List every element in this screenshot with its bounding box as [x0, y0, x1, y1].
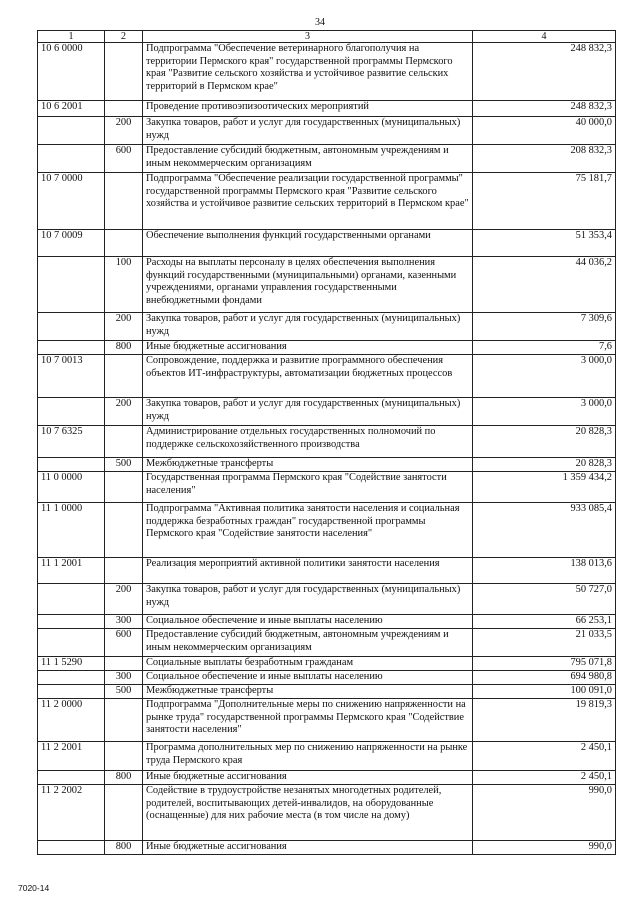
row-code	[38, 615, 105, 629]
row-name: Подпрограмма "Обеспечение реализации государственной программы" государственной программы Пермского края "Развитие сельского хозяйства и устойчивое развитие сельских территорий в Пермском крае"	[143, 173, 473, 230]
row-type: 800	[105, 341, 143, 355]
row-code: 11 2 2001	[38, 742, 105, 771]
row-name: Межбюджетные трансферты	[143, 685, 473, 699]
row-name: Иные бюджетные ассигнования	[143, 341, 473, 355]
row-amount: 44 036,2	[473, 257, 616, 313]
row-type: 500	[105, 685, 143, 699]
row-amount: 1 359 434,2	[473, 472, 616, 503]
row-type	[105, 230, 143, 257]
row-type	[105, 558, 143, 584]
row-code	[38, 145, 105, 173]
row-code: 11 1 0000	[38, 503, 105, 558]
row-code	[38, 584, 105, 615]
row-type	[105, 173, 143, 230]
row-name: Социальное обеспечение и иные выплаты населению	[143, 615, 473, 629]
table-row	[38, 458, 616, 472]
row-name: Администрирование отдельных государственных полномочий по поддержке сельскохозяйственного производства	[143, 426, 473, 458]
row-type: 300	[105, 615, 143, 629]
table-row	[38, 685, 616, 699]
row-type: 600	[105, 629, 143, 657]
table-row	[38, 584, 616, 615]
row-amount: 694 980,8	[473, 671, 616, 685]
row-name: Социальное обеспечение и иные выплаты населению	[143, 671, 473, 685]
column-header-type: 2	[105, 31, 143, 43]
row-amount: 75 181,7	[473, 173, 616, 230]
row-type: 800	[105, 771, 143, 785]
row-code	[38, 398, 105, 426]
row-type: 500	[105, 458, 143, 472]
row-type	[105, 426, 143, 458]
row-amount: 7 309,6	[473, 313, 616, 341]
row-code	[38, 313, 105, 341]
table-header-row	[38, 31, 616, 43]
row-name: Подпрограмма "Активная политика занятости населения и социальная поддержка безработных граждан" государственной программы Пермского края "Содействие занятости населения"	[143, 503, 473, 558]
row-type	[105, 699, 143, 742]
table-row	[38, 117, 616, 145]
column-header-code: 1	[38, 31, 105, 43]
row-type: 200	[105, 117, 143, 145]
row-amount: 208 832,3	[473, 145, 616, 173]
row-type: 200	[105, 398, 143, 426]
row-amount: 248 832,3	[473, 43, 616, 101]
row-amount: 138 013,6	[473, 558, 616, 584]
row-amount: 7,6	[473, 341, 616, 355]
row-type	[105, 101, 143, 117]
row-type	[105, 657, 143, 671]
row-type: 100	[105, 257, 143, 313]
row-name: Закупка товаров, работ и услуг для государственных (муниципальных) нужд	[143, 313, 473, 341]
table-row	[38, 699, 616, 742]
table-row	[38, 558, 616, 584]
row-code: 11 1 5290	[38, 657, 105, 671]
row-amount: 990,0	[473, 841, 616, 855]
row-amount: 3 000,0	[473, 398, 616, 426]
row-amount: 990,0	[473, 785, 616, 841]
row-type	[105, 785, 143, 841]
row-code: 11 2 2002	[38, 785, 105, 841]
row-amount: 40 000,0	[473, 117, 616, 145]
table-row	[38, 503, 616, 558]
row-amount: 2 450,1	[473, 771, 616, 785]
row-name: Иные бюджетные ассигнования	[143, 771, 473, 785]
row-amount: 248 832,3	[473, 101, 616, 117]
row-type: 200	[105, 313, 143, 341]
table-row	[38, 230, 616, 257]
table-row	[38, 145, 616, 173]
row-code: 10 6 0000	[38, 43, 105, 101]
table-row	[38, 785, 616, 841]
row-name: Подпрограмма "Обеспечение ветеринарного благополучия на территории Пермского края" государственной программы Пермского края "Развитие сельского хозяйства и устойчивое развитие сельских территорий в Пермском крае"	[143, 43, 473, 101]
row-name: Расходы на выплаты персоналу в целях обеспечения выполнения функций государственными (муниципальными) органами, казенными учреждениями, органами управления государственными внебюджетными фондами	[143, 257, 473, 313]
row-name: Подпрограмма "Дополнительные меры по снижению напряженности на рынке труда" государственной программы Пермского края "Содействие занятости населения"	[143, 699, 473, 742]
row-name: Реализация мероприятий активной политики занятости населения	[143, 558, 473, 584]
row-code: 10 7 0009	[38, 230, 105, 257]
row-code	[38, 341, 105, 355]
row-name: Закупка товаров, работ и услуг для государственных (муниципальных) нужд	[143, 117, 473, 145]
table-row	[38, 742, 616, 771]
table-row	[38, 615, 616, 629]
row-type: 600	[105, 145, 143, 173]
row-amount: 66 253,1	[473, 615, 616, 629]
row-name: Закупка товаров, работ и услуг для государственных (муниципальных) нужд	[143, 584, 473, 615]
row-code: 10 7 0000	[38, 173, 105, 230]
row-type: 200	[105, 584, 143, 615]
row-type: 300	[105, 671, 143, 685]
table-row	[38, 101, 616, 117]
table-row	[38, 841, 616, 855]
row-name: Иные бюджетные ассигнования	[143, 841, 473, 855]
row-amount: 20 828,3	[473, 426, 616, 458]
row-amount: 20 828,3	[473, 458, 616, 472]
row-amount: 2 450,1	[473, 742, 616, 771]
row-name: Закупка товаров, работ и услуг для государственных (муниципальных) нужд	[143, 398, 473, 426]
table-row	[38, 771, 616, 785]
table-row	[38, 671, 616, 685]
row-name: Программа дополнительных мер по снижению напряженности на рынке труда Пермского края	[143, 742, 473, 771]
column-header-amount: 4	[473, 31, 616, 43]
row-code	[38, 841, 105, 855]
row-code: 10 7 6325	[38, 426, 105, 458]
table-row	[38, 341, 616, 355]
table-row	[38, 657, 616, 671]
table-row	[38, 472, 616, 503]
row-amount: 50 727,0	[473, 584, 616, 615]
table-row	[38, 355, 616, 398]
table-row	[38, 426, 616, 458]
row-code	[38, 671, 105, 685]
row-name: Содействие в трудоустройстве незанятых многодетных родителей, родителей, воспитывающих детей-инвалидов, на оборудованные (оснащенные) для них рабочие места (в том числе на дому)	[143, 785, 473, 841]
table-row	[38, 313, 616, 341]
row-code	[38, 458, 105, 472]
row-type	[105, 355, 143, 398]
table-row	[38, 629, 616, 657]
row-code: 11 2 0000	[38, 699, 105, 742]
row-amount: 100 091,0	[473, 685, 616, 699]
footer-document-code: 7020-14	[18, 883, 50, 893]
row-code	[38, 685, 105, 699]
row-amount: 21 033,5	[473, 629, 616, 657]
table-row	[38, 257, 616, 313]
budget-table	[37, 30, 616, 855]
row-amount: 933 085,4	[473, 503, 616, 558]
row-amount: 3 000,0	[473, 355, 616, 398]
row-amount: 19 819,3	[473, 699, 616, 742]
row-code: 10 7 0013	[38, 355, 105, 398]
row-name: Предоставление субсидий бюджетным, автономным учреждениям и иным некоммерческим организациям	[143, 629, 473, 657]
row-amount: 51 353,4	[473, 230, 616, 257]
row-type: 800	[105, 841, 143, 855]
row-type	[105, 472, 143, 503]
page-number: 34	[315, 17, 325, 28]
table-row	[38, 173, 616, 230]
row-code	[38, 771, 105, 785]
row-code	[38, 629, 105, 657]
column-header-name: 3	[143, 31, 473, 43]
row-name: Сопровождение, поддержка и развитие программного обеспечения объектов ИТ-инфраструктуры, автоматизации бюджетных процессов	[143, 355, 473, 398]
row-type	[105, 503, 143, 558]
row-type	[105, 43, 143, 101]
row-type	[105, 742, 143, 771]
table-row	[38, 43, 616, 101]
row-code: 10 6 2001	[38, 101, 105, 117]
table-row	[38, 398, 616, 426]
row-name: Предоставление субсидий бюджетным, автономным учреждениям и иным некоммерческим организациям	[143, 145, 473, 173]
row-code	[38, 257, 105, 313]
row-name: Обеспечение выполнения функций государственными органами	[143, 230, 473, 257]
row-code: 11 0 0000	[38, 472, 105, 503]
row-name: Проведение противоэпизоотических мероприятий	[143, 101, 473, 117]
row-code: 11 1 2001	[38, 558, 105, 584]
row-name: Социальные выплаты безработным гражданам	[143, 657, 473, 671]
row-name: Межбюджетные трансферты	[143, 458, 473, 472]
row-name: Государственная программа Пермского края "Содействие занятости населения"	[143, 472, 473, 503]
row-code	[38, 117, 105, 145]
row-amount: 795 071,8	[473, 657, 616, 671]
